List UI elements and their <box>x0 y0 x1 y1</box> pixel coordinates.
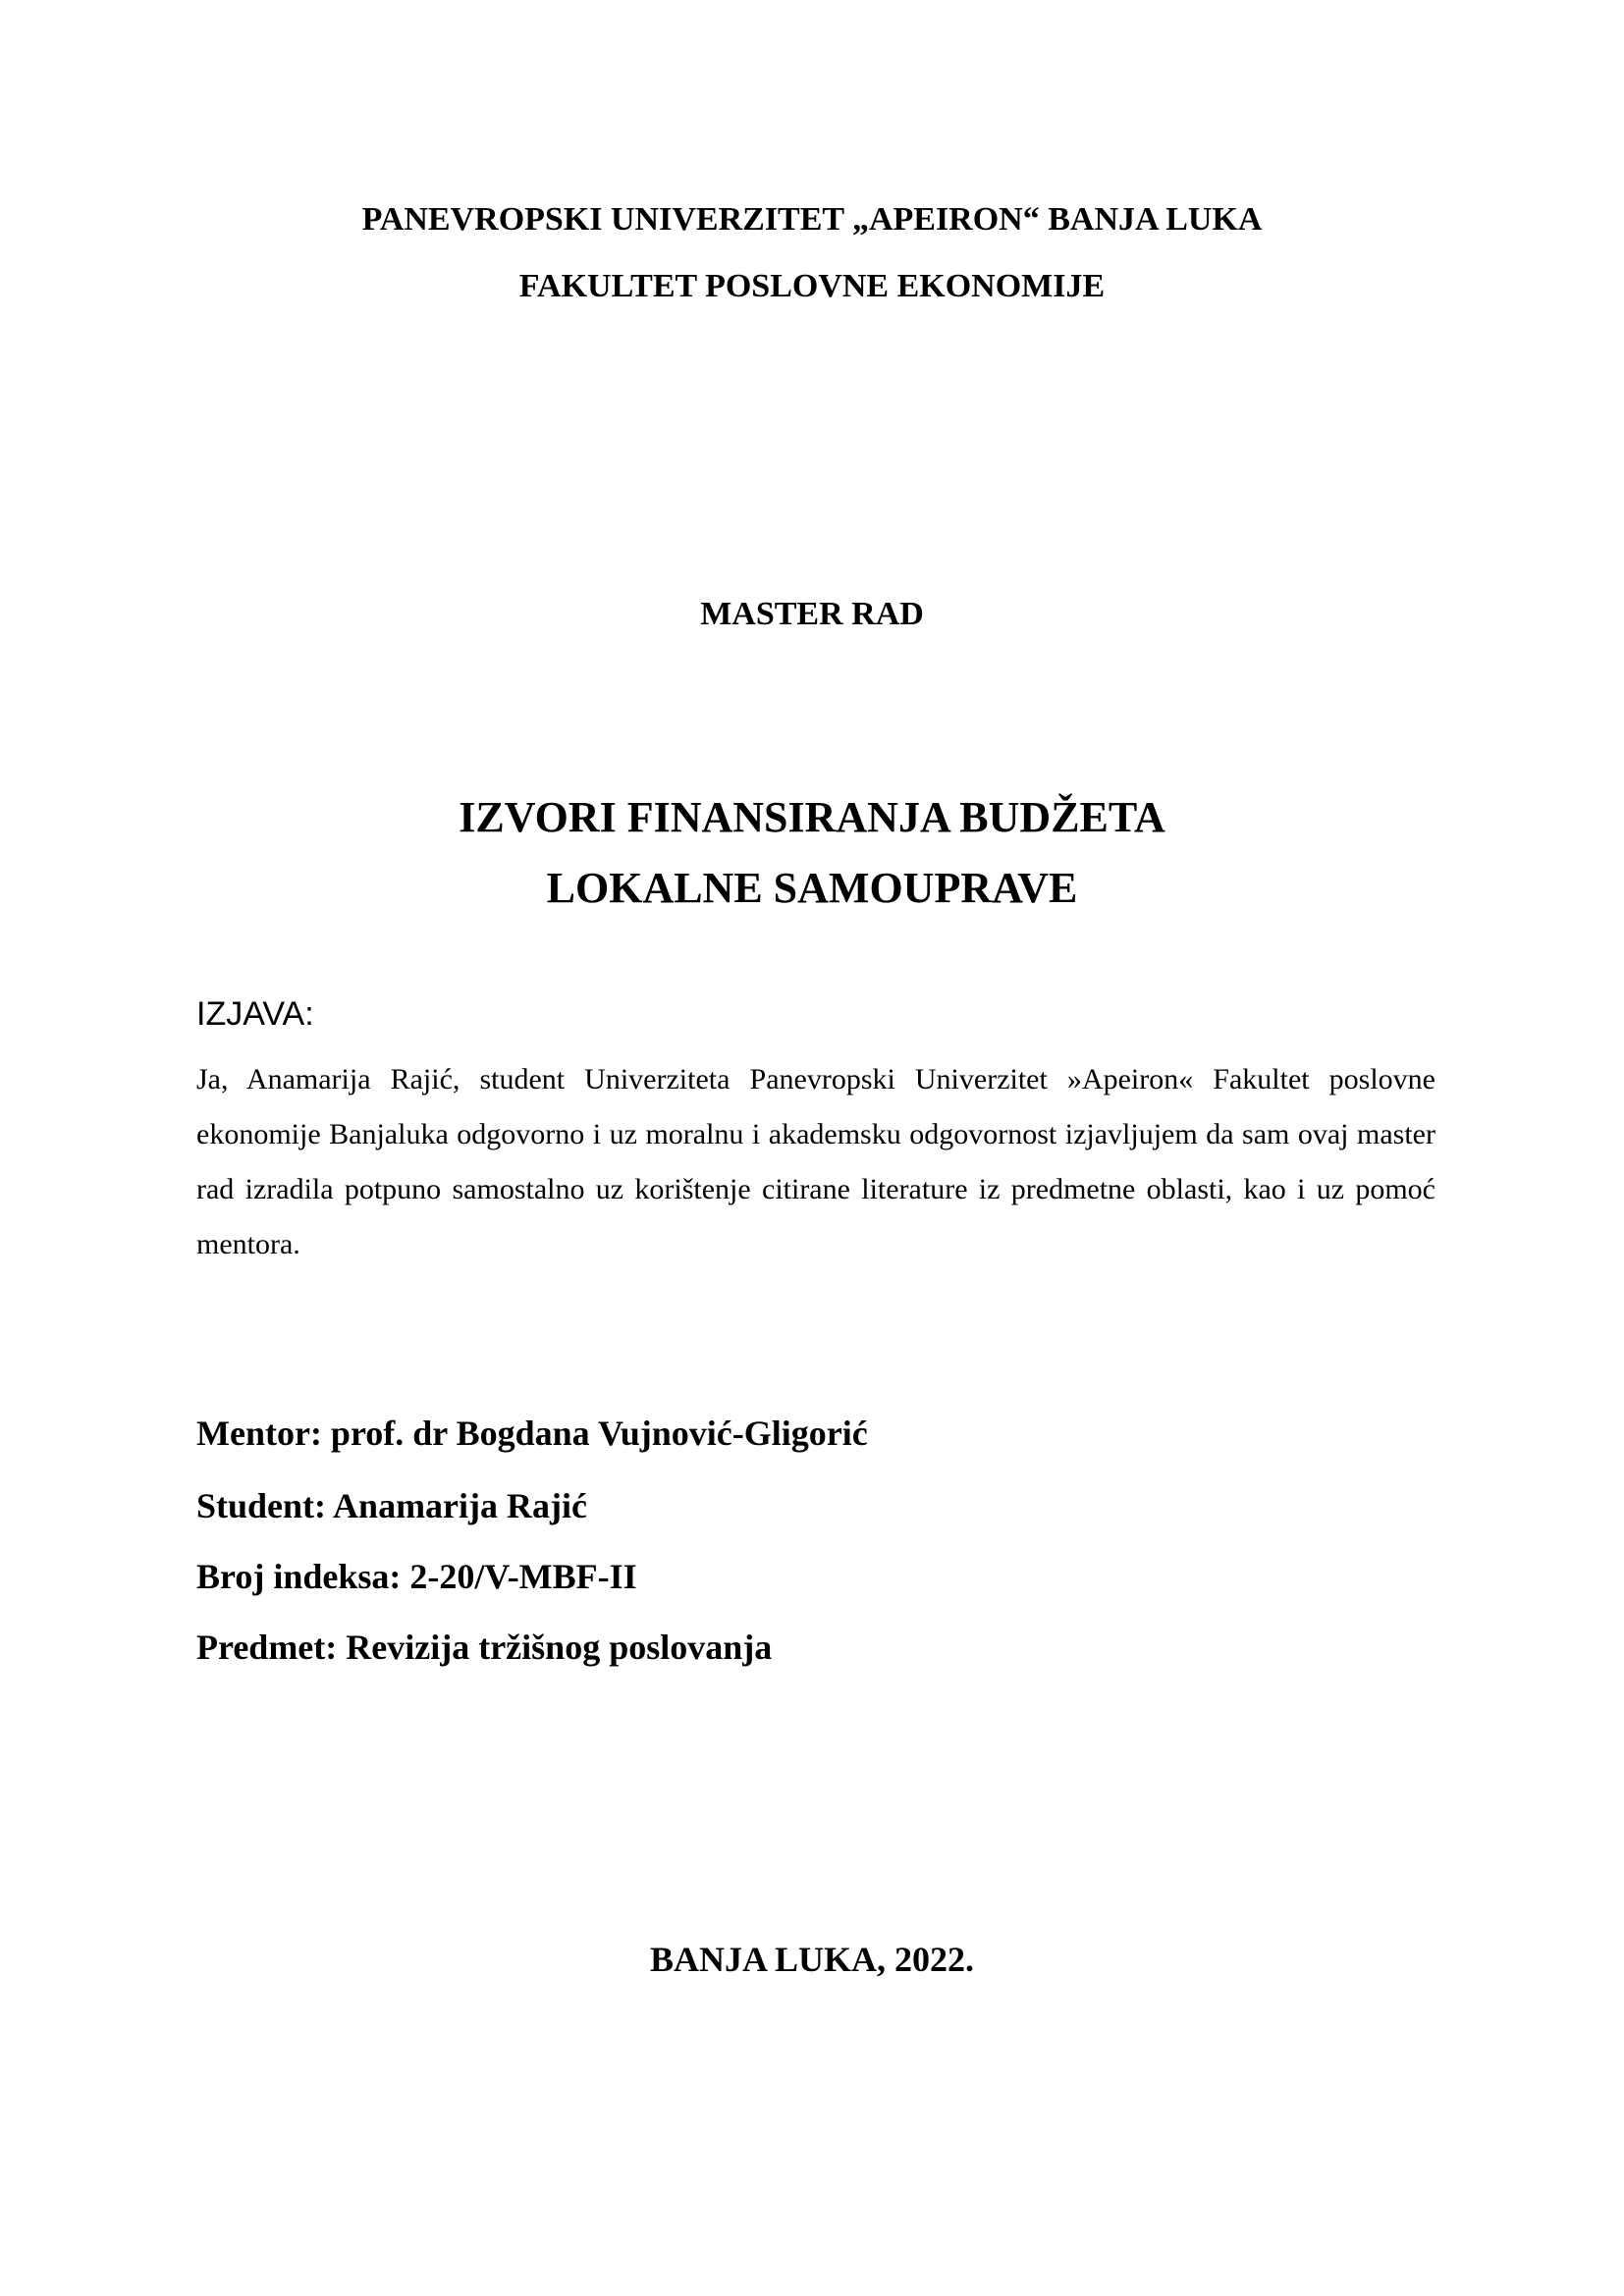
faculty-name: FAKULTET POSLOVNE EKONOMIJE <box>518 268 1106 304</box>
thesis-title-line-1: IZVORI FINANSIRANJA BUDŽETA <box>459 793 1165 841</box>
index-number-line: Broj indeksa: 2-20/V-MBF-II <box>196 1557 637 1596</box>
place-and-year: BANJA LUKA, 2022. <box>649 1940 975 1979</box>
document-type: MASTER RAD <box>700 596 924 632</box>
mentor-line: Mentor: prof. dr Bogdana Vujnović-Gligorić <box>196 1414 868 1453</box>
university-name: PANEVROPSKI UNIVERZITET „APEIRON“ BANJA LUKA <box>361 201 1263 238</box>
subject-line: Predmet: Revizija tržišnog poslovanja <box>196 1628 773 1667</box>
thesis-title-line-2: LOKALNE SAMOUPRAVE <box>546 864 1078 912</box>
declaration-heading: IZJAVA: <box>196 995 314 1033</box>
student-line: Student: Anamarija Rajić <box>196 1486 587 1525</box>
declaration-text: Ja, Anamarija Rajić, student Univerziteta Panevropski Univerzitet »Apeiron« Fakultet poslovne ekonomije Banjaluka odgovorno i uz moralnu i akademsku odgovornost izjavljujem da sam ovaj master rad izradila potpuno samostalno uz korištenje citirane literature iz predmetne oblasti, kao i uz pomoć mentora. <box>196 1063 1435 1260</box>
